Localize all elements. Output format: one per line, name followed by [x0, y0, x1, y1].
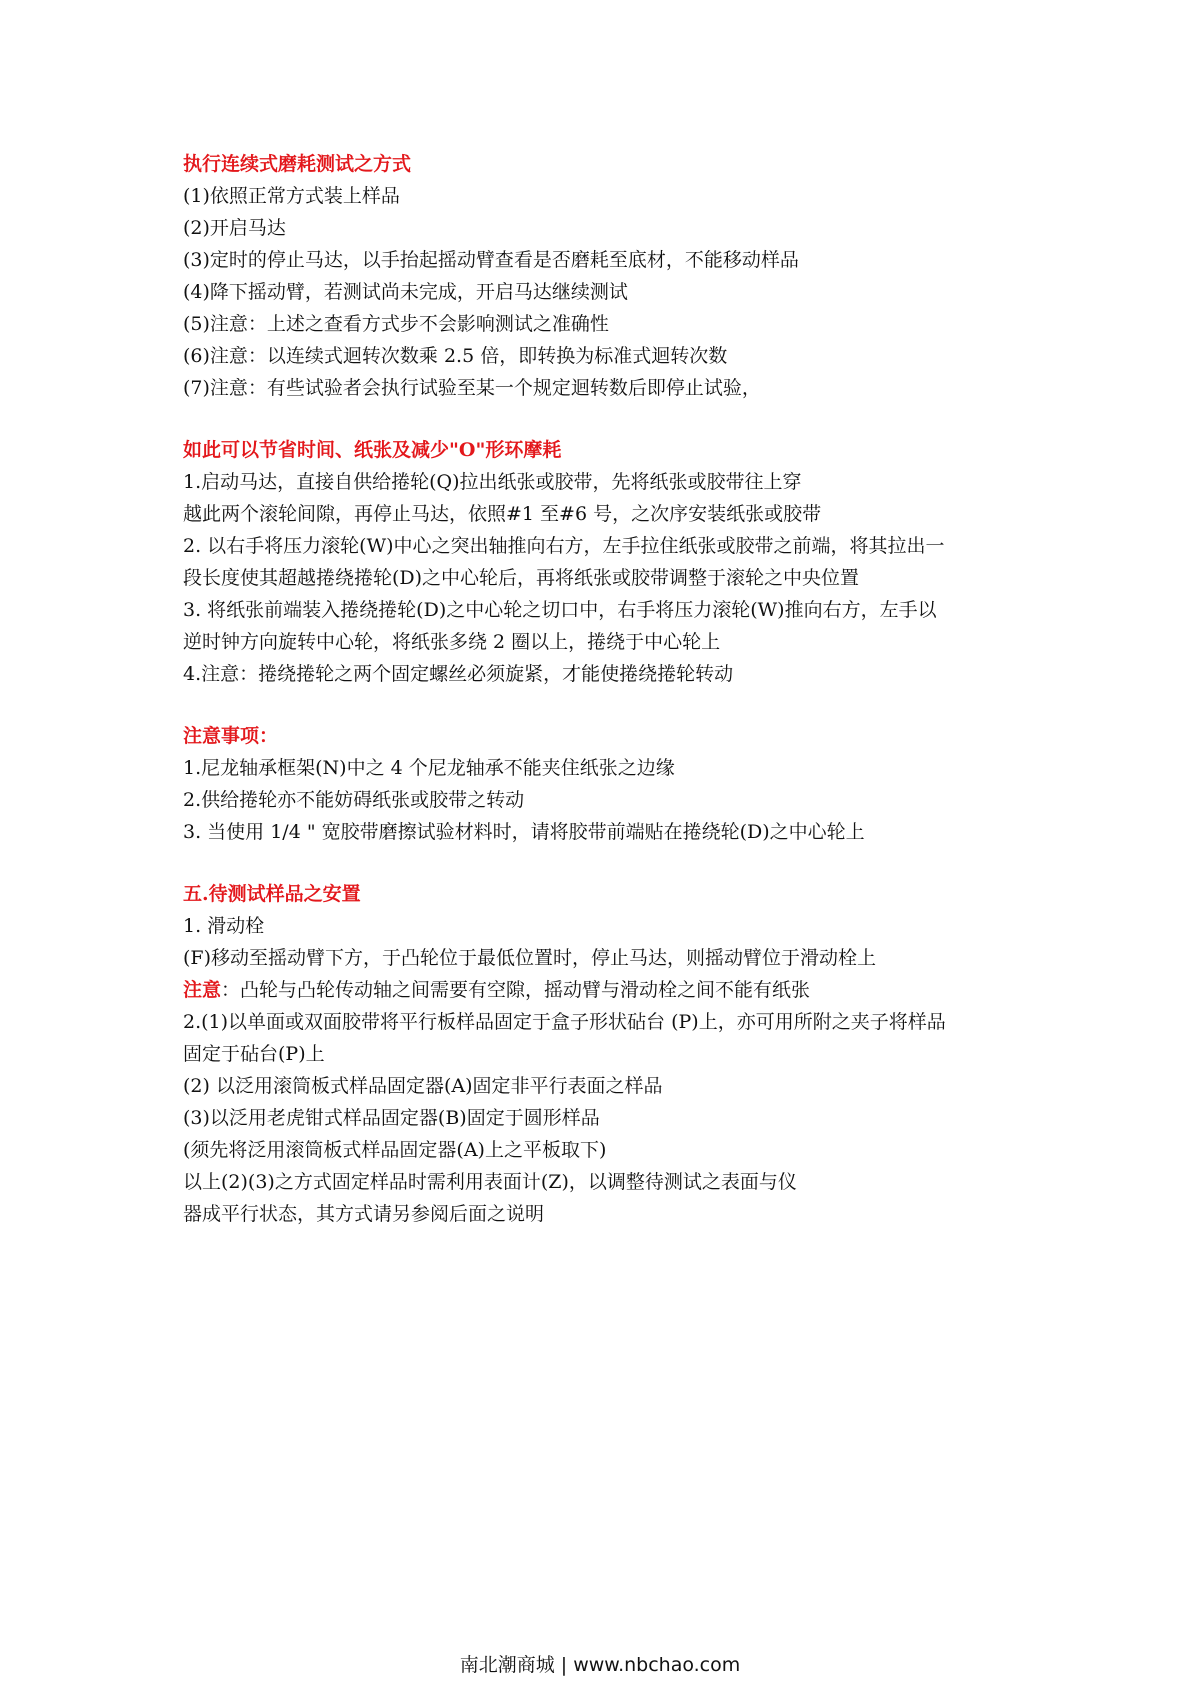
text-line: 以上(2)(3)之方式固定样品时需利用表面计(Z)，以调整待测试之表面与仪: [183, 1171, 797, 1193]
text-line: 1. 滑动栓: [183, 915, 265, 937]
section-heading-continuous-abrasion: 执行连续式磨耗测试之方式: [183, 153, 412, 175]
text-line: 4.注意：捲绕捲轮之两个固定螺丝必须旋紧，才能使捲绕捲轮转动: [183, 663, 734, 685]
text-line: (1)依照正常方式装上样品: [183, 185, 400, 207]
text-line: 段长度使其超越捲绕捲轮(D)之中心轮后，再将纸张或胶带调整于滚轮之中央位置: [183, 567, 860, 589]
document-page: [183, 148, 1043, 1230]
section-spacer: [183, 404, 1043, 434]
text-line: 1.尼龙轴承框架(N)中之 4 个尼龙轴承不能夹住纸张之边缘: [183, 757, 675, 779]
text-line: (F)移动至摇动臂下方，于凸轮位于最低位置时，停止马达，则摇动臂位于滑动栓上: [183, 947, 877, 969]
text-line: 器成平行状态，其方式请另参阅后面之说明: [183, 1203, 545, 1225]
text-line: (3)以泛用老虎钳式样品固定器(B)固定于圆形样品: [183, 1107, 600, 1129]
text-line: 越此两个滚轮间隙，再停止马达，依照#1 至#6 号，之次序安装纸张或胶带: [183, 503, 822, 525]
section-heading-sample-placement: 五.待测试样品之安置: [183, 883, 361, 905]
note-text: ：凸轮与凸轮传动轴之间需要有空隙，摇动臂与滑动栓之间不能有纸张: [221, 979, 811, 1001]
text-line: (7)注意：有些试验者会执行试验至某一个规定迴转数后即停止试验，: [183, 377, 761, 399]
text-line: (6)注意：以连续式迴转次数乘 2.5 倍，即转换为标准式迴转次数: [183, 345, 728, 367]
text-line: (2) 以泛用滚筒板式样品固定器(A)固定非平行表面之样品: [183, 1075, 663, 1097]
text-line: 逆时钟方向旋转中心轮，将纸张多绕 2 圈以上，捲绕于中心轮上: [183, 631, 721, 653]
text-line: 1.启动马达，直接自供给捲轮(Q)拉出纸张或胶带，先将纸张或胶带往上穿: [183, 471, 802, 493]
text-line: 固定于砧台(P)上: [183, 1043, 325, 1065]
text-line: 2. 以右手将压力滚轮(W)中心之突出轴推向右方，左手拉住纸张或胶带之前端，将其拉出一: [183, 535, 945, 557]
text-line: (5)注意：上述之查看方式步不会影响测试之准确性: [183, 313, 609, 335]
note-line: [183, 974, 1043, 1006]
text-line: 2.供给捲轮亦不能妨碍纸张或胶带之转动: [183, 789, 525, 811]
section-heading-save-time: 如此可以节省时间、纸张及减少"O"形环摩耗: [183, 439, 562, 461]
text-line: 2.(1)以单面或双面胶带将平行板样品固定于盒子形状砧台 (P)上，亦可用所附之夹子将样品: [183, 1011, 946, 1033]
section-spacer: [183, 848, 1043, 878]
text-line: (4)降下摇动臂，若测试尚未完成，开启马达继续测试: [183, 281, 628, 303]
note-label: 注意: [183, 979, 222, 1001]
text-line: 3. 将纸张前端装入捲绕捲轮(D)之中心轮之切口中，右手将压力滚轮(W)推向右方，左手以: [183, 599, 937, 621]
section-heading-notes: 注意事项：: [183, 725, 279, 747]
text-line: (2)开启马达: [183, 217, 286, 239]
text-line: 3. 当使用 1/4 " 宽胶带磨擦试验材料时，请将胶带前端贴在捲绕轮(D)之中心轮上: [183, 821, 865, 843]
footer-site-link[interactable]: 南北潮商城 | www.nbchao.com: [459, 1654, 741, 1676]
section-spacer: [183, 690, 1043, 720]
text-line: (3)定时的停止马达，以手抬起摇动臂查看是否磨耗至底材，不能移动样品: [183, 249, 799, 271]
text-line: (须先将泛用滚筒板式样品固定器(A)上之平板取下): [183, 1139, 607, 1161]
